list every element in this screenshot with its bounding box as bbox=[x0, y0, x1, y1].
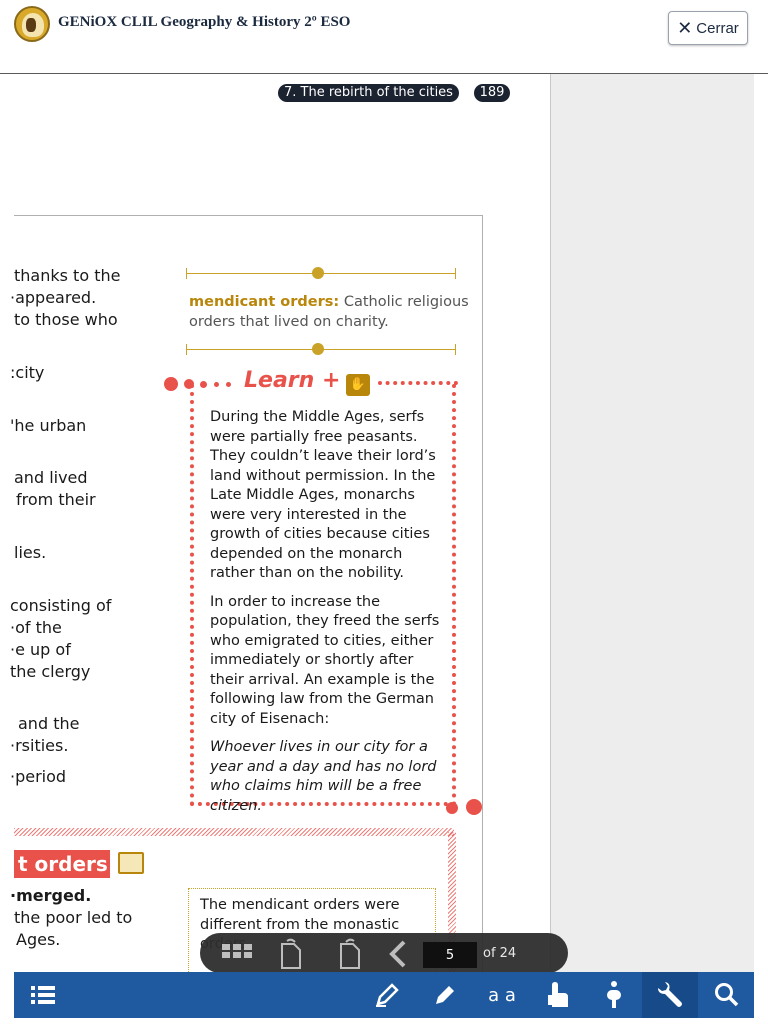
page-number: 189 bbox=[474, 84, 510, 102]
body-text-line: ·rsities. bbox=[10, 736, 69, 755]
body-text-line: thanks to the bbox=[14, 266, 121, 285]
body-text-line: and the bbox=[18, 714, 80, 733]
decor-dot bbox=[466, 799, 482, 815]
first-page-button[interactable] bbox=[279, 938, 303, 974]
body-text-line: ·appeared. bbox=[10, 288, 97, 307]
frame-border-top bbox=[14, 215, 483, 216]
highlight-button[interactable] bbox=[426, 972, 464, 1018]
list-icon bbox=[31, 985, 55, 1005]
info-box-text: The mendicant orders were different from the monastic bbox=[200, 897, 400, 933]
wrench-icon bbox=[655, 980, 685, 1010]
body-text-line: 'he urban bbox=[10, 416, 87, 435]
app-title: GENiOX CLIL Geography & History 2º ESO bbox=[58, 14, 351, 30]
body-text-line: consisting of bbox=[10, 596, 112, 615]
learn-paragraph: In order to increase the population, they freed the serfs who emigrated to cities, either immediately or shortly after their arrival. An example is the following law from the German city of Eisenach: bbox=[210, 593, 440, 727]
learn-title: Learn + bbox=[244, 368, 341, 393]
app-logo bbox=[14, 6, 50, 42]
search-icon bbox=[714, 982, 740, 1008]
close-icon: ✕ bbox=[677, 18, 693, 38]
body-text-line: the poor led to bbox=[14, 908, 133, 927]
body-text-line: Ages. bbox=[16, 930, 61, 949]
chapter-title: 7. The rebirth of the cities bbox=[278, 84, 459, 102]
thumbnails-button[interactable] bbox=[222, 944, 252, 968]
learn-box-content bbox=[210, 408, 450, 825]
image-icon bbox=[118, 852, 144, 874]
top-bar bbox=[0, 0, 768, 74]
last-page-button[interactable] bbox=[338, 938, 362, 974]
gold-divider bbox=[186, 344, 456, 354]
glossary-definition: Catholic religious orders that lived on charity. bbox=[189, 294, 469, 330]
audio-icon bbox=[603, 980, 625, 1010]
gold-divider bbox=[186, 268, 456, 278]
pencil-icon bbox=[433, 983, 457, 1007]
glossary-entry bbox=[189, 292, 469, 332]
learn-quote: Whoever lives in our city for a year and a day and has no lord who claims him will be a free citizen. bbox=[210, 739, 437, 814]
section-title: t orders bbox=[14, 850, 110, 878]
body-text-line: and lived bbox=[14, 468, 88, 487]
right-margin bbox=[754, 74, 768, 972]
body-text-line: ·e up of bbox=[10, 640, 71, 659]
frame-border-right bbox=[482, 215, 483, 975]
search-button[interactable] bbox=[704, 972, 750, 1018]
body-text-line: ·merged. bbox=[10, 886, 92, 905]
body-text-line: from their bbox=[16, 490, 96, 509]
body-text-line: :city bbox=[10, 363, 45, 382]
section-hatch-border bbox=[14, 828, 454, 836]
decor-dot bbox=[446, 802, 458, 814]
pencil-outline-icon bbox=[374, 982, 400, 1008]
body-text-line: ·of the bbox=[10, 618, 62, 637]
menu-button[interactable] bbox=[26, 972, 60, 1018]
glossary-term: mendicant orders: bbox=[189, 294, 340, 310]
annotate-button[interactable] bbox=[368, 972, 406, 1018]
settings-button[interactable] bbox=[642, 972, 698, 1018]
body-text-line: ·period bbox=[10, 767, 67, 786]
font-size-button[interactable]: a a bbox=[488, 984, 516, 1006]
close-label: Cerrar bbox=[696, 19, 739, 37]
body-text-line: to those who bbox=[14, 310, 118, 329]
right-panel bbox=[550, 74, 755, 972]
page-number-input[interactable] bbox=[423, 942, 477, 968]
hand-pointer-icon bbox=[546, 981, 570, 1009]
left-margin bbox=[0, 74, 14, 972]
book-page[interactable] bbox=[10, 74, 550, 972]
tools-button[interactable] bbox=[538, 972, 578, 1018]
learn-paragraph: During the Middle Ages, serfs were partially free peasants. They couldn’t leave their lord’s land without permission. In the Late Middle Ages, monarchs were very interested in the growth of cities because cities depended on the monarch rather than on the nobility. bbox=[210, 409, 436, 581]
handshake-icon: ✋ bbox=[346, 374, 370, 396]
close-button[interactable] bbox=[668, 11, 748, 45]
body-text-line: lies. bbox=[14, 543, 47, 562]
page-count: of 24 bbox=[483, 946, 517, 961]
body-text-line: the clergy bbox=[10, 662, 91, 681]
accessibility-button[interactable] bbox=[592, 972, 636, 1018]
previous-page-button[interactable] bbox=[388, 940, 408, 972]
